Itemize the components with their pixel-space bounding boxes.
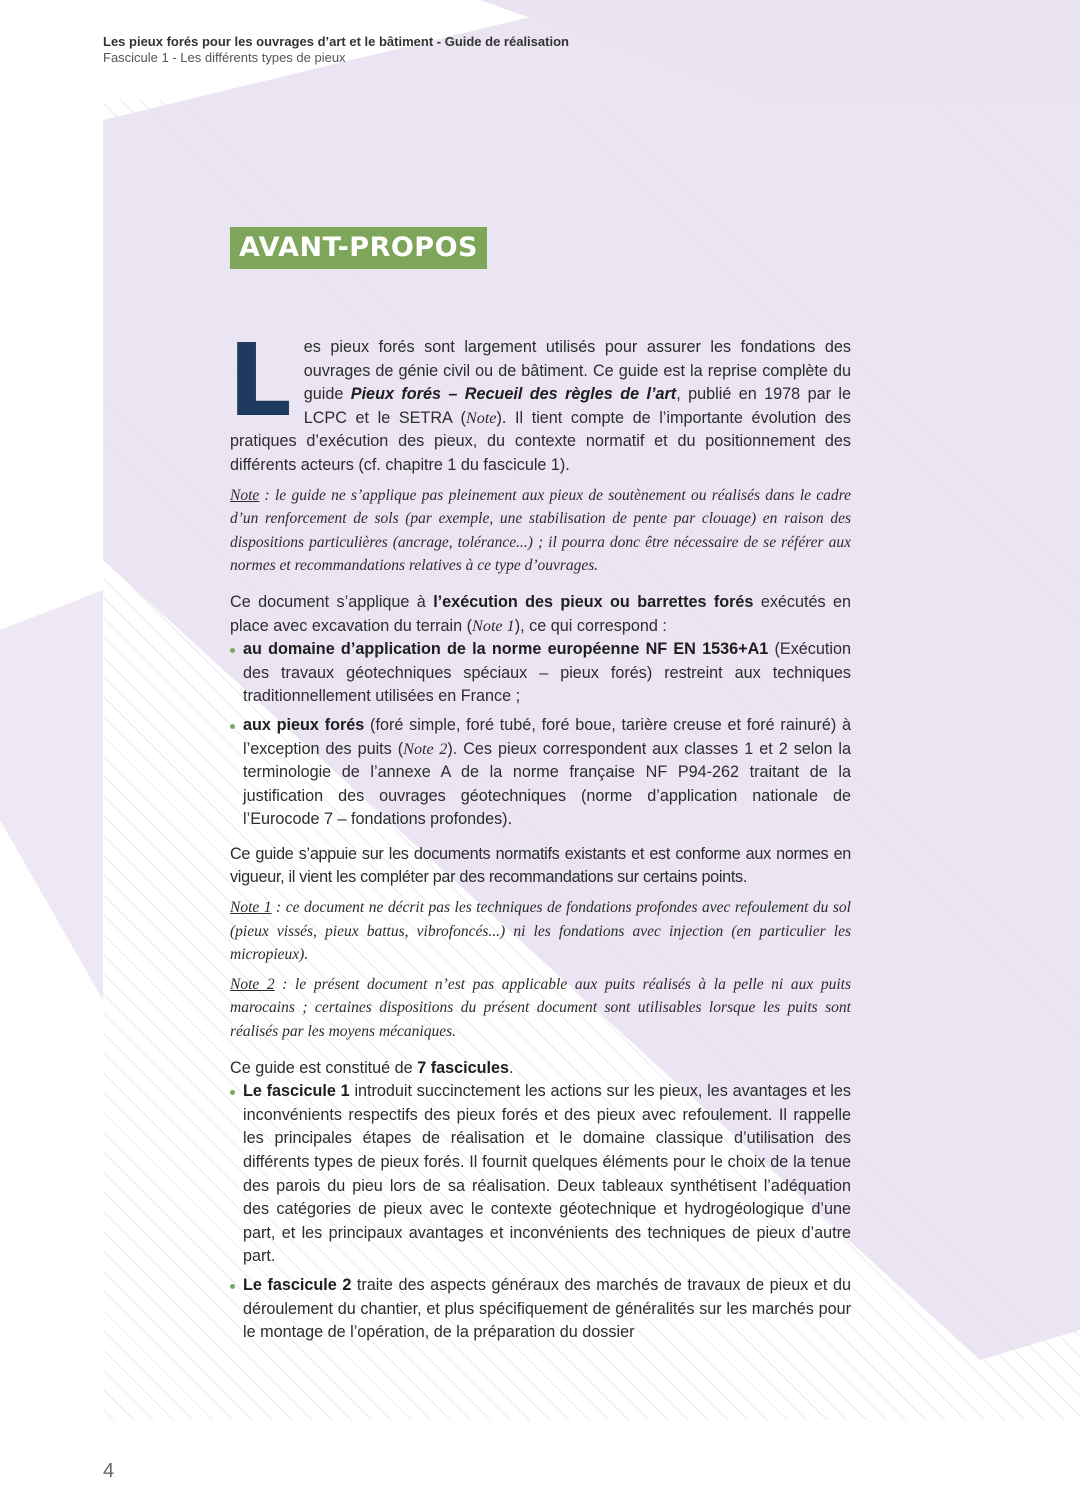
scope-text-2: exécutés en place avec excavation du terrain ( [230,592,851,635]
bullet-1-text: (Exécution des travaux géotechniques spéciaux – pieux forés) restreint aux techniques traditionnellement utilisées en France ; [243,640,852,706]
fascicules-text-2: . [508,1058,514,1077]
header-subtitle: Fascicule 1 - Les différents types de pieux [103,50,346,65]
scope-bold: l’exécution des pieux ou barrettes forés [433,592,754,611]
fascicule-2-bold: Le fascicule 2 [243,1275,352,1294]
note-ref: Note [465,408,497,427]
note-text: : le guide ne s’applique pas pleinement aux pieux de soutènement ou réalisés dans le cadre d’un renforcement de sols (par exemple, une stabilisation de pente par clouage) en raison des dispositions particulières (ancrage, tolérance...) ; il pourra donc être nécessaire de se référer aux normes et recommandations relatives à ce type d’ouvrages. [230,486,851,575]
scope-paragraph [230,591,851,638]
fascicules-count: 7 fascicules [417,1058,509,1077]
note-label: Note [230,486,260,504]
note-2-text: : le présent document n’est pas applicable aux puits réalisés à la pelle ni aux puits marocains ; certaines dispositions du présent document sont utilisables lorsque les puits sont réalisés par les moyens mécaniques. [230,975,851,1041]
conform-paragraph: Ce guide s’appuie sur les documents normatifs existants et est conforme aux normes en vigueur, il vient les compléter par des recommandations sur certains points. [230,844,851,887]
intro-text-3: ). Il tient compte de l’importante évolution des pratiques d’exécution des pieux, du contexte normatif et du positionnement des différents acteurs (cf. chapitre 1 du fascicule 1). [230,408,852,474]
scope-list [230,638,851,832]
list-item [230,1080,851,1269]
note-2-ref: Note 2 [403,739,448,758]
drop-cap: L [228,322,292,439]
note-2 [230,973,851,1044]
bullet-2-text-1: (foré simple, foré tubé, foré boue, tarière creuse et foré rainuré) à l’exception des puits ( [243,715,851,758]
bullet-2-bold: aux pieux forés [243,715,365,734]
note-1-ref: Note 1 [472,616,515,635]
bullet-1-bold: au domaine d’application de la norme européenne NF EN 1536+A1 [243,640,769,659]
list-item [230,638,851,709]
page-number: 4 [103,1460,115,1482]
note-1-text: : ce document ne décrit pas les techniques de fondations profondes avec refoulement du sol (pieux vissés, pieux battus, vibrofoncés...) ni les fondations avec injection (en particulier les micropieux). [230,899,851,964]
fascicules-text-1: Ce guide est constitué de [230,1058,418,1077]
note-general [230,484,851,578]
intro-text-1: es pieux forés sont largement utilisés pour assurer les fondations des ouvrages de génie civil ou de bâtiment. Ce guide est la reprise complète du guide [303,338,851,404]
list-item [230,1274,851,1345]
list-item [230,714,851,832]
fascicules-intro [230,1057,851,1081]
scope-text-3: ), ce qui correspond : [514,616,667,635]
section-heading: AVANT-PROPOS [230,227,487,269]
main-content [228,322,852,1350]
note-2-label: Note 2 [230,975,275,993]
note-1 [230,896,851,967]
bullet-2-text-2: ). Ces pieux correspondent aux classes 1 et 2 selon la terminologie de l’annexe A de la norme française NF P94-262 traitant de la justification des ouvrages géotechniques (norme d’application nationale de l’Eurocode 7 – fondations profondes). [243,739,851,829]
running-header [103,34,569,66]
guide-title: Pieux forés – Recueil des règles de l’art [350,385,677,404]
fascicule-1-text: introduit succinctement les actions sur les pieux, les avantages et les inconvénients respectifs des pieux forés et des pieux avec refoulement. Il rappelle les principales étapes de réalisation et le domaine classique d’utilisation des différents types de pieux forés. Il fournit quelques éléments pour le choix de la tenue des parois du pieu lors de sa réalisation. Deux tableaux synthétisent l’adéquation des catégories de pieux avec le contexte géotechnique et hydrogéologique d’une part, et les principaux avantages et inconvénients des techniques de pieux d’autre part. [243,1082,851,1266]
note-1-label: Note 1 [230,899,272,917]
fascicule-2-text: traite des aspects généraux des marchés de travaux de pieux et du déroulement du chantier, et plus spécifiquement de généralités sur les marchés pour le montage de l’opération, de la préparation du dossier [243,1275,851,1342]
fascicule-1-bold: Le fascicule 1 [243,1082,350,1101]
scope-text-1: Ce document s’applique à [230,592,434,611]
purple-left-wedge [0,590,103,1000]
header-title: Les pieux forés pour les ouvrages d’art et le bâtiment - Guide de réalisation [103,34,569,49]
fascicules-list [230,1080,851,1345]
intro-text-2: , publié en 1978 par le LCPC et le SETRA ( [303,385,851,427]
intro-paragraph [228,322,852,478]
